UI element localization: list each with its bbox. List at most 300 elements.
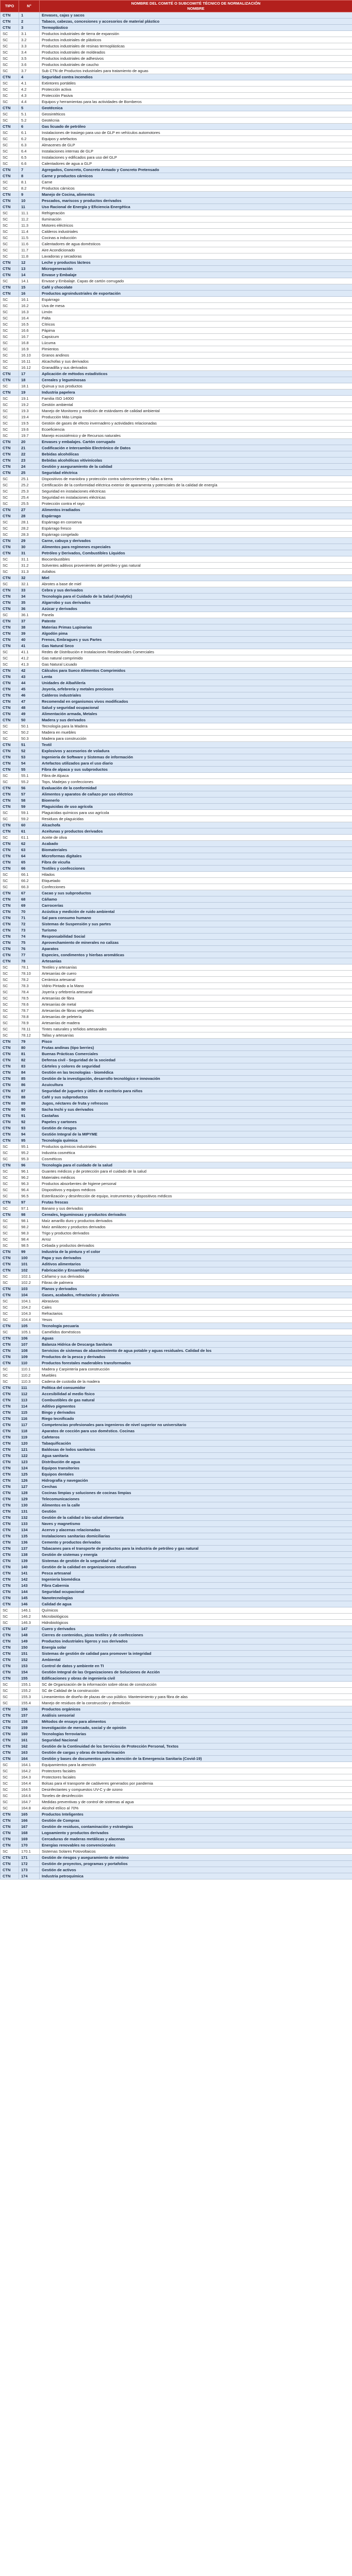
- table-row: [1, 878, 352, 884]
- row-number-cell: 36: [19, 606, 40, 612]
- table-row: [1, 445, 352, 451]
- row-tipo-cell: SC: [1, 556, 19, 563]
- row-number-cell: 16.2: [19, 303, 40, 309]
- row-tipo-cell: CTN: [1, 866, 19, 872]
- row-name-cell: Gestión de sistemas y energía: [40, 1552, 352, 1558]
- table-row: [1, 62, 352, 68]
- row-name-cell: Cosméticos: [40, 1156, 352, 1162]
- row-number-cell: 146.2: [19, 1614, 40, 1620]
- table-row: [1, 185, 352, 192]
- row-tipo-cell: CTN: [1, 1546, 19, 1552]
- row-name-cell: Cuero y derivados: [40, 1626, 352, 1632]
- row-name-cell: Lineamientos de diseño de plazas de uso público. Mantenimiento y para fibra de alas: [40, 1694, 352, 1700]
- row-number-cell: 6.6: [19, 161, 40, 167]
- row-number-cell: 50.2: [19, 730, 40, 736]
- table-row: [1, 1768, 352, 1774]
- row-name-cell: Calentadores de agua a GLP: [40, 161, 352, 167]
- row-tipo-cell: SC: [1, 1193, 19, 1199]
- table-row: [1, 1855, 352, 1861]
- row-number-cell: 139: [19, 1558, 40, 1564]
- row-tipo-cell: SC: [1, 1304, 19, 1311]
- row-tipo-cell: CTN: [1, 1595, 19, 1601]
- row-name-cell: Tecnología para el Cuidado de la Salud (Analytic): [40, 594, 352, 600]
- row-name-cell: Equipos dentales: [40, 1471, 352, 1478]
- row-number-cell: 78.8: [19, 1014, 40, 1020]
- row-number-cell: 118: [19, 1428, 40, 1434]
- row-name-cell: Industria petroquímica: [40, 1873, 352, 1879]
- table-row: [1, 433, 352, 439]
- row-tipo-cell: CTN: [1, 1663, 19, 1669]
- row-number-cell: 6: [19, 124, 40, 130]
- table-row: [1, 99, 352, 105]
- row-number-cell: 28.1: [19, 519, 40, 526]
- row-tipo-cell: CTN: [1, 439, 19, 445]
- table-row: [1, 1403, 352, 1410]
- row-tipo-cell: CTN: [1, 1113, 19, 1119]
- table-row: [1, 1490, 352, 1496]
- row-tipo-cell: CTN: [1, 544, 19, 550]
- row-tipo-cell: SC: [1, 56, 19, 62]
- table-row: [1, 291, 352, 297]
- row-number-cell: 13: [19, 266, 40, 272]
- row-tipo-cell: CTN: [1, 631, 19, 637]
- row-name-cell: Tecnología pecuaria: [40, 1323, 352, 1329]
- row-number-cell: 145: [19, 1595, 40, 1601]
- row-name-cell: Productos industriales de plásticos: [40, 37, 352, 43]
- table-row: [1, 476, 352, 482]
- row-number-cell: 25: [19, 470, 40, 476]
- row-number-cell: 91: [19, 1113, 40, 1119]
- table-row: [1, 773, 352, 779]
- table-row: [1, 890, 352, 896]
- table-row: [1, 513, 352, 519]
- row-tipo-cell: CTN: [1, 513, 19, 519]
- row-name-cell: Cafeteros: [40, 1434, 352, 1440]
- table-row: [1, 1515, 352, 1521]
- row-number-cell: 33: [19, 587, 40, 594]
- row-name-cell: Muebles: [40, 1372, 352, 1379]
- row-number-cell: 41: [19, 643, 40, 649]
- row-name-cell: Cerchas: [40, 1484, 352, 1490]
- row-name-cell: Petróleo y Derivados, Combustibles Líquidos: [40, 550, 352, 556]
- table-row: [1, 896, 352, 903]
- table-row: [1, 1595, 352, 1601]
- row-name-cell: Aire Acondicionado: [40, 247, 352, 253]
- table-row: [1, 1008, 352, 1014]
- row-number-cell: 164.1: [19, 1762, 40, 1768]
- row-number-cell: 146.1: [19, 1607, 40, 1614]
- table-row: [1, 1447, 352, 1453]
- table-row: [1, 1317, 352, 1323]
- row-tipo-cell: CTN: [1, 674, 19, 680]
- row-tipo-cell: SC: [1, 309, 19, 315]
- row-name-cell: Fibras de palmera: [40, 1280, 352, 1286]
- row-number-cell: 155.1: [19, 1682, 40, 1688]
- row-name-cell: Calentadores de agua domésticos: [40, 241, 352, 247]
- row-tipo-cell: CTN: [1, 1731, 19, 1737]
- row-tipo-cell: SC: [1, 1774, 19, 1781]
- row-tipo-cell: CTN: [1, 637, 19, 643]
- row-number-cell: 78.5: [19, 995, 40, 1002]
- table-row: [1, 253, 352, 260]
- row-number-cell: 121: [19, 1447, 40, 1453]
- row-number-cell: 70: [19, 909, 40, 915]
- row-tipo-cell: CTN: [1, 1502, 19, 1509]
- table-row: [1, 1076, 352, 1082]
- row-name-cell: Algodón pima: [40, 631, 352, 637]
- row-number-cell: 31.3: [19, 569, 40, 575]
- row-number-cell: 41.1: [19, 649, 40, 655]
- table-row: [1, 1150, 352, 1156]
- row-name-cell: Alimentos en la calle: [40, 1502, 352, 1509]
- row-name-cell: Frutas frescas: [40, 1199, 352, 1206]
- row-number-cell: 3.1: [19, 31, 40, 37]
- table-row: [1, 1632, 352, 1638]
- row-name-cell: Artesanías de peletería: [40, 1014, 352, 1020]
- row-number-cell: 154: [19, 1669, 40, 1675]
- table-row: [1, 1372, 352, 1379]
- row-tipo-cell: SC: [1, 1218, 19, 1224]
- row-name-cell: Aparatos de cocción para uso doméstico. Cocinas: [40, 1428, 352, 1434]
- table-row: [1, 575, 352, 581]
- table-row: [1, 1793, 352, 1799]
- row-name-cell: Gestión en las tecnologías - biomédica: [40, 1070, 352, 1076]
- table-row: [1, 828, 352, 835]
- row-tipo-cell: CTN: [1, 1119, 19, 1125]
- table-row: [1, 1218, 352, 1224]
- row-tipo-cell: CTN: [1, 847, 19, 853]
- row-tipo-cell: CTN: [1, 1725, 19, 1731]
- row-number-cell: 128: [19, 1490, 40, 1496]
- row-name-cell: Esterilización y desinfección de equipo, instrumentos y dispositivos médicos: [40, 1193, 352, 1199]
- table-row: [1, 377, 352, 383]
- row-name-cell: Sal para consumo humano: [40, 915, 352, 921]
- row-tipo-cell: SC: [1, 402, 19, 408]
- table-row: [1, 25, 352, 31]
- row-tipo-cell: SC: [1, 1614, 19, 1620]
- row-number-cell: 108: [19, 1348, 40, 1354]
- table-row: [1, 940, 352, 946]
- row-number-cell: 174: [19, 1873, 40, 1879]
- row-name-cell: Ingeniería de Software y Sistemas de información: [40, 754, 352, 760]
- row-number-cell: 78.6: [19, 1002, 40, 1008]
- row-name-cell: Solventes aditivos provenientes del petróleo y gas natural: [40, 563, 352, 569]
- row-number-cell: 104.2: [19, 1304, 40, 1311]
- row-name-cell: Yesos: [40, 1317, 352, 1323]
- row-name-cell: Joyería y orfebrería artesanal: [40, 989, 352, 995]
- row-name-cell: Acústica y medición de ruido ambiental: [40, 909, 352, 915]
- row-name-cell: Equipos y herramientas para las actividades de Bomberos: [40, 99, 352, 105]
- table-row: [1, 779, 352, 785]
- row-number-cell: 3.5: [19, 56, 40, 62]
- row-number-cell: 11.8: [19, 253, 40, 260]
- row-number-cell: 23: [19, 457, 40, 464]
- row-tipo-cell: CTN: [1, 587, 19, 594]
- row-tipo-cell: SC: [1, 1768, 19, 1774]
- row-number-cell: 170.1: [19, 1849, 40, 1855]
- row-name-cell: Protectores faciales: [40, 1774, 352, 1781]
- row-tipo-cell: SC: [1, 383, 19, 389]
- row-number-cell: 126: [19, 1478, 40, 1484]
- row-name-cell: Balanza Hídrica de Descarga Sanitaria: [40, 1342, 352, 1348]
- row-number-cell: 37: [19, 618, 40, 624]
- row-number-cell: 56: [19, 785, 40, 791]
- row-number-cell: 16.6: [19, 328, 40, 334]
- row-tipo-cell: CTN: [1, 124, 19, 130]
- row-number-cell: 102.2: [19, 1280, 40, 1286]
- row-name-cell: Trigo y productos derivados: [40, 1230, 352, 1236]
- table-row: [1, 785, 352, 791]
- row-tipo-cell: SC: [1, 1230, 19, 1236]
- table-row: [1, 148, 352, 155]
- row-name-cell: Dispositivos y equipos médicos: [40, 1187, 352, 1193]
- row-number-cell: 99: [19, 1249, 40, 1255]
- row-tipo-cell: SC: [1, 1032, 19, 1039]
- row-name-cell: Equipos y artefactos: [40, 136, 352, 142]
- row-tipo-cell: SC: [1, 779, 19, 785]
- row-number-cell: 142: [19, 1577, 40, 1583]
- row-name-cell: Producción Más Limpia: [40, 414, 352, 420]
- row-name-cell: Materias Primas Lupinarias: [40, 624, 352, 631]
- row-name-cell: Control de datos y ambiente en TI: [40, 1663, 352, 1669]
- row-name-cell: Fibra de vicuña: [40, 859, 352, 866]
- row-name-cell: Unidades de Albañilería: [40, 680, 352, 686]
- table-row: [1, 1564, 352, 1570]
- row-number-cell: 15: [19, 284, 40, 291]
- row-tipo-cell: CTN: [1, 853, 19, 859]
- row-tipo-cell: CTN: [1, 260, 19, 266]
- row-tipo-cell: CTN: [1, 1750, 19, 1756]
- row-tipo-cell: CTN: [1, 167, 19, 173]
- table-row: [1, 934, 352, 940]
- table-row: [1, 173, 352, 179]
- row-tipo-cell: SC: [1, 835, 19, 841]
- row-name-cell: Sistemas de gestión de la seguridad vial: [40, 1558, 352, 1564]
- row-name-cell: Termoplástico: [40, 25, 352, 31]
- row-tipo-cell: SC: [1, 482, 19, 488]
- row-name-cell: Cemento y productos derivados: [40, 1539, 352, 1546]
- row-number-cell: 34: [19, 594, 40, 600]
- row-number-cell: 172: [19, 1861, 40, 1867]
- row-number-cell: 16.3: [19, 309, 40, 315]
- row-name-cell: Nanotecnologías: [40, 1595, 352, 1601]
- row-name-cell: Pápima: [40, 328, 352, 334]
- row-number-cell: 19.4: [19, 414, 40, 420]
- row-number-cell: 47: [19, 699, 40, 705]
- row-name-cell: Castañas: [40, 1113, 352, 1119]
- row-name-cell: Papa y sus derivados: [40, 1255, 352, 1261]
- row-tipo-cell: SC: [1, 1168, 19, 1175]
- row-name-cell: Jugos, néctares de fruta y refrescos: [40, 1100, 352, 1107]
- row-tipo-cell: CTN: [1, 1496, 19, 1502]
- row-number-cell: 66.2: [19, 878, 40, 884]
- row-name-cell: Microbiológicos: [40, 1614, 352, 1620]
- table-row: [1, 1719, 352, 1725]
- row-name-cell: Azúcar y derivados: [40, 606, 352, 612]
- row-number-cell: 112: [19, 1391, 40, 1397]
- table-row: [1, 1626, 352, 1632]
- row-number-cell: 89: [19, 1100, 40, 1107]
- row-tipo-cell: CTN: [1, 1100, 19, 1107]
- table-row: [1, 717, 352, 723]
- table-row: [1, 1539, 352, 1546]
- row-number-cell: 149: [19, 1638, 40, 1645]
- table-row: [1, 1082, 352, 1088]
- row-tipo-cell: SC: [1, 37, 19, 43]
- row-tipo-cell: CTN: [1, 1743, 19, 1750]
- row-tipo-cell: CTN: [1, 1348, 19, 1354]
- row-name-cell: Cercaduras de maderas metálicas y alacenas: [40, 1836, 352, 1842]
- row-number-cell: 4.2: [19, 87, 40, 93]
- row-number-cell: 31: [19, 550, 40, 556]
- row-tipo-cell: SC: [1, 1008, 19, 1014]
- table-row: [1, 810, 352, 816]
- row-number-cell: 11.6: [19, 241, 40, 247]
- table-row: [1, 958, 352, 964]
- row-name-cell: Bolsas para el transporte de cadáveres generados por pandemia: [40, 1781, 352, 1787]
- row-number-cell: 19.7: [19, 433, 40, 439]
- row-name-cell: Gestión: [40, 1509, 352, 1515]
- row-tipo-cell: CTN: [1, 748, 19, 754]
- table-row: [1, 1440, 352, 1447]
- row-number-cell: 25.3: [19, 488, 40, 495]
- row-number-cell: 66.3: [19, 884, 40, 890]
- row-tipo-cell: SC: [1, 971, 19, 977]
- table-header-row: [1, 1, 352, 12]
- row-number-cell: 102.1: [19, 1274, 40, 1280]
- row-tipo-cell: SC: [1, 476, 19, 482]
- row-number-cell: 78.10: [19, 971, 40, 977]
- table-row: [1, 266, 352, 272]
- table-row: [1, 1830, 352, 1836]
- row-number-cell: 3.4: [19, 49, 40, 56]
- table-row: [1, 649, 352, 655]
- row-tipo-cell: CTN: [1, 921, 19, 927]
- table-row: [1, 1781, 352, 1787]
- row-number-cell: 98: [19, 1212, 40, 1218]
- row-name-cell: Logoamiento y productos derivados: [40, 1830, 352, 1836]
- row-name-cell: Granadilla y sus derivados: [40, 365, 352, 371]
- table-row: [1, 1329, 352, 1335]
- row-number-cell: 59: [19, 804, 40, 810]
- row-name-cell: Productos de la pesca y derivados: [40, 1354, 352, 1360]
- row-name-cell: Aparatos: [40, 946, 352, 952]
- row-name-cell: Industria cosmética: [40, 1150, 352, 1156]
- row-number-cell: 148: [19, 1632, 40, 1638]
- row-tipo-cell: CTN: [1, 952, 19, 958]
- row-tipo-cell: CTN: [1, 389, 19, 396]
- table-row: [1, 1811, 352, 1818]
- row-number-cell: 78.12: [19, 1032, 40, 1039]
- row-number-cell: 54: [19, 760, 40, 767]
- table-row: [1, 247, 352, 253]
- row-tipo-cell: CTN: [1, 1737, 19, 1743]
- table-row: [1, 711, 352, 717]
- row-name-cell: Productos industriales de caucho: [40, 62, 352, 68]
- table-row: [1, 260, 352, 266]
- table-row: [1, 748, 352, 754]
- row-number-cell: 11.7: [19, 247, 40, 253]
- row-number-cell: 9: [19, 192, 40, 198]
- row-name-cell: Aprovechamiento de minerales no calizas: [40, 940, 352, 946]
- row-number-cell: 63: [19, 847, 40, 853]
- table-row: [1, 155, 352, 161]
- row-name-cell: Productos industriales de moldeados: [40, 49, 352, 56]
- row-tipo-cell: SC: [1, 1243, 19, 1249]
- row-tipo-cell: CTN: [1, 1286, 19, 1292]
- row-name-cell: Productos cárnicos: [40, 185, 352, 192]
- table-row: [1, 1675, 352, 1682]
- row-tipo-cell: SC: [1, 93, 19, 99]
- row-name-cell: Bioenerlo: [40, 798, 352, 804]
- row-number-cell: 3.6: [19, 62, 40, 68]
- row-name-cell: SC de Organización de la información sobre obras de construcción: [40, 1682, 352, 1688]
- row-name-cell: Cárteles y colores de seguridad: [40, 1063, 352, 1070]
- row-number-cell: 16.10: [19, 352, 40, 359]
- table-row: [1, 1119, 352, 1125]
- row-tipo-cell: SC: [1, 340, 19, 346]
- row-tipo-cell: CTN: [1, 377, 19, 383]
- row-tipo-cell: CTN: [1, 1533, 19, 1539]
- table-row: [1, 482, 352, 488]
- row-tipo-cell: CTN: [1, 841, 19, 847]
- row-number-cell: 41.2: [19, 655, 40, 662]
- row-number-cell: 73: [19, 927, 40, 934]
- row-tipo-cell: SC: [1, 1762, 19, 1768]
- table-row: [1, 1620, 352, 1626]
- row-name-cell: Productos agroindustriales de exportación: [40, 291, 352, 297]
- row-name-cell: Alimentos irradiados: [40, 507, 352, 513]
- row-number-cell: 164.4: [19, 1781, 40, 1787]
- row-name-cell: Aceite de oliva: [40, 835, 352, 841]
- row-tipo-cell: CTN: [1, 791, 19, 798]
- table-row: [1, 1521, 352, 1527]
- row-name-cell: Envases y embalajes. Cartón corrugado: [40, 439, 352, 445]
- row-tipo-cell: SC: [1, 519, 19, 526]
- row-tipo-cell: CTN: [1, 909, 19, 915]
- row-tipo-cell: CTN: [1, 284, 19, 291]
- table-row: [1, 1397, 352, 1403]
- table-row: [1, 74, 352, 80]
- row-name-cell: Artesanías de fibra: [40, 995, 352, 1002]
- row-tipo-cell: CTN: [1, 1842, 19, 1849]
- row-name-cell: Extintores portátiles: [40, 80, 352, 87]
- row-name-cell: Limón: [40, 309, 352, 315]
- row-name-cell: Gestión de la Continuidad de los Servicios de Protección Personal, Textos: [40, 1743, 352, 1750]
- row-tipo-cell: CTN: [1, 74, 19, 80]
- row-tipo-cell: CTN: [1, 934, 19, 940]
- row-number-cell: 164.6: [19, 1793, 40, 1799]
- table-row: [1, 1805, 352, 1811]
- row-tipo-cell: SC: [1, 569, 19, 575]
- row-name-cell: Gestión de la investigación, desarrollo tecnológico e innovación: [40, 1076, 352, 1082]
- row-tipo-cell: CTN: [1, 1539, 19, 1546]
- row-name-cell: Instalaciones sanitarias domiciliarias: [40, 1533, 352, 1539]
- table-row: [1, 457, 352, 464]
- row-name-cell: Acabado: [40, 841, 352, 847]
- row-tipo-cell: CTN: [1, 507, 19, 513]
- row-tipo-cell: SC: [1, 532, 19, 538]
- row-tipo-cell: CTN: [1, 1811, 19, 1818]
- row-name-cell: Químicos: [40, 1607, 352, 1614]
- row-tipo-cell: CTN: [1, 1527, 19, 1533]
- row-name-cell: Gas licuado de petróleo: [40, 124, 352, 130]
- row-name-cell: Plaguicidas químicos para uso agrícola: [40, 810, 352, 816]
- row-tipo-cell: SC: [1, 810, 19, 816]
- table-row: [1, 1243, 352, 1249]
- row-tipo-cell: SC: [1, 229, 19, 235]
- row-tipo-cell: SC: [1, 1849, 19, 1855]
